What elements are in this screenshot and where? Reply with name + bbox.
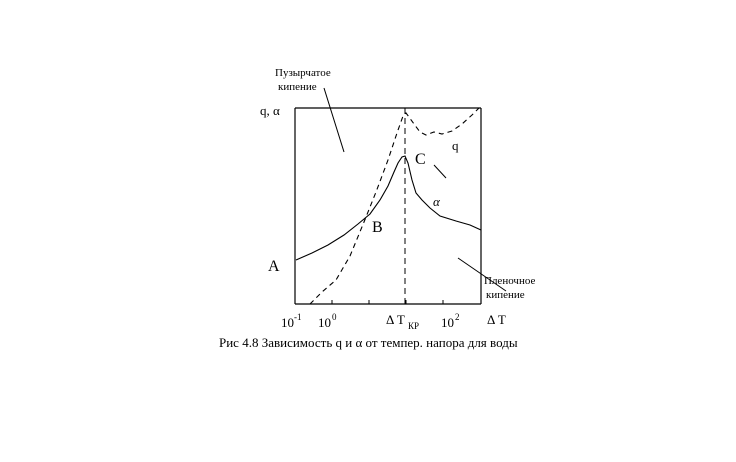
x-axis-label: Δ T [487,312,506,327]
point-b-label: B [372,219,383,236]
point-c-label: C [415,151,426,168]
x-tick-label-0-base: 10 [281,315,294,330]
x-tick-label-critical-sub: КР [408,321,420,331]
film-boiling-label-line1: Пленочное [484,275,536,287]
curve-alpha-label: α [433,194,440,209]
x-tick-label-critical-main: Δ T [386,312,405,327]
x-tick-label-0-exp: -1 [294,312,302,322]
x-tick-label-critical [386,312,419,331]
x-tick-label-0 [281,312,302,330]
y-axis-label: q, α [260,103,280,118]
curve-q-label: q [452,138,459,153]
point-a-label: A [268,258,280,275]
x-tick-label-3-exp: 2 [455,312,460,322]
x-tick-label-3 [441,312,460,330]
nucleate-leader-line [324,88,344,152]
x-tick-label-1-base: 10 [318,315,331,330]
x-tick-label-1-exp: 0 [332,312,337,322]
figure-caption: Рис 4.8 Зависимость q и α от темпер. напора для воды [219,335,518,350]
film-boiling-label-line2: кипение [486,289,525,301]
curve-alpha [296,156,481,260]
nucleate-boiling-label-line1: Пузырчатое [275,67,331,79]
q-leader-line [434,165,446,178]
nucleate-boiling-label-line2: кипение [278,81,317,93]
x-tick-label-3-base: 10 [441,315,454,330]
x-tick-label-1 [318,312,337,330]
